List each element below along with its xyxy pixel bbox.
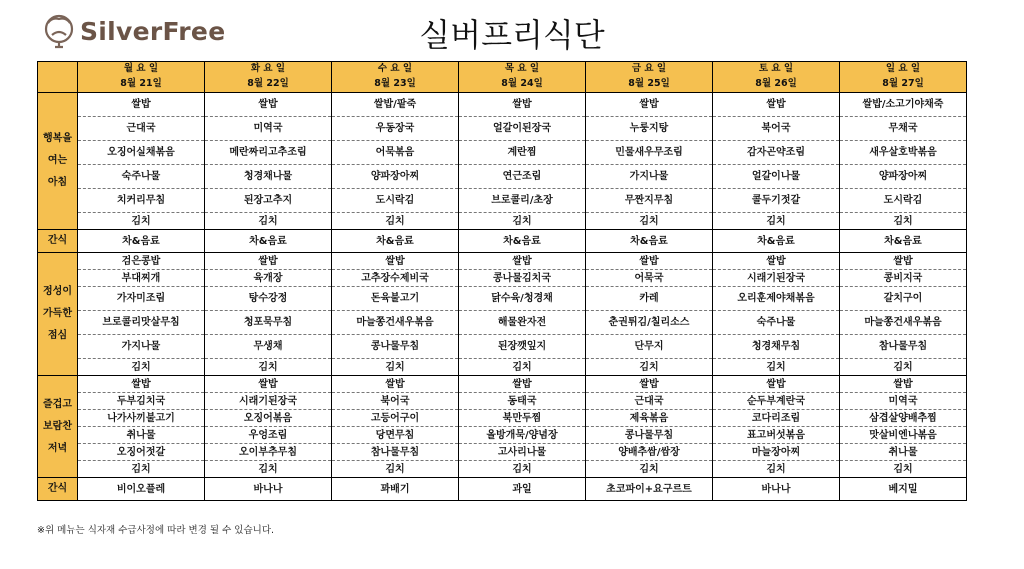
menu-item: 시래기된장국 bbox=[713, 270, 840, 287]
menu-item: 오이부추무침 bbox=[205, 444, 332, 461]
menu-item: 김치 bbox=[78, 461, 205, 478]
menu-row bbox=[38, 376, 967, 393]
menu-item: 카레 bbox=[586, 287, 713, 311]
menu-item: 누룽지탕 bbox=[586, 117, 713, 141]
menu-item: 탕수강정 bbox=[205, 287, 332, 311]
menu-item: 계란찜 bbox=[459, 141, 586, 165]
menu-item: 감자곤약조림 bbox=[713, 141, 840, 165]
menu-item: 된장깻잎지 bbox=[459, 335, 586, 359]
menu-item: 부대찌개 bbox=[78, 270, 205, 287]
menu-item: 김치 bbox=[205, 359, 332, 376]
day-name: 목 요 일 bbox=[459, 62, 586, 78]
menu-item: 김치 bbox=[840, 213, 967, 230]
day-name: 금 요 일 bbox=[586, 62, 713, 78]
menu-item: 콩나물무침 bbox=[586, 427, 713, 444]
menu-item: 취나물 bbox=[840, 444, 967, 461]
menu-row bbox=[38, 427, 967, 444]
day-date: 8월 26일 bbox=[713, 77, 840, 93]
snack-item: 꽈배기 bbox=[332, 478, 459, 501]
menu-item: 얼갈이나물 bbox=[713, 165, 840, 189]
snack1-row bbox=[38, 230, 967, 253]
menu-item: 콩나물김치국 bbox=[459, 270, 586, 287]
day-name: 월 요 일 bbox=[78, 62, 205, 78]
menu-item: 오리훈제야채볶음 bbox=[713, 287, 840, 311]
menu-item: 김치 bbox=[205, 213, 332, 230]
header-row-days bbox=[38, 62, 967, 78]
menu-item: 양배추쌈/쌈장 bbox=[586, 444, 713, 461]
menu-item: 우엉조림 bbox=[205, 427, 332, 444]
menu-item: 어묵볶음 bbox=[332, 141, 459, 165]
menu-item: 청경채무침 bbox=[713, 335, 840, 359]
menu-item: 취나물 bbox=[78, 427, 205, 444]
menu-row bbox=[38, 393, 967, 410]
menu-row bbox=[38, 410, 967, 427]
menu-item: 쌀밥 bbox=[713, 93, 840, 117]
meal-label-line: 보람찬 bbox=[43, 420, 72, 432]
menu-row bbox=[38, 253, 967, 270]
snack-label: 간식 bbox=[38, 478, 78, 501]
menu-row bbox=[38, 117, 967, 141]
snack-item: 바나나 bbox=[205, 478, 332, 501]
menu-item: 브로콜리맛살무침 bbox=[78, 311, 205, 335]
menu-item: 연근조림 bbox=[459, 165, 586, 189]
menu-item: 춘권튀김/칠리소스 bbox=[586, 311, 713, 335]
menu-item: 돈육불고기 bbox=[332, 287, 459, 311]
menu-item: 김치 bbox=[586, 213, 713, 230]
menu-item: 마늘쫑건새우볶음 bbox=[332, 311, 459, 335]
menu-item: 오징어볶음 bbox=[205, 410, 332, 427]
menu-item: 김치 bbox=[459, 213, 586, 230]
menu-item: 청포묵무침 bbox=[205, 311, 332, 335]
menu-row bbox=[38, 270, 967, 287]
menu-item: 김치 bbox=[713, 213, 840, 230]
menu-item: 미역국 bbox=[205, 117, 332, 141]
menu-row bbox=[38, 359, 967, 376]
day-date: 8월 22일 bbox=[205, 77, 332, 93]
menu-item: 쌀밥 bbox=[205, 93, 332, 117]
day-date: 8월 25일 bbox=[586, 77, 713, 93]
menu-item: 청경채나물 bbox=[205, 165, 332, 189]
menu-item: 올방개묵/양념장 bbox=[459, 427, 586, 444]
page-title: 실버프리식단 bbox=[419, 16, 605, 54]
menu-item: 쌀밥 bbox=[840, 376, 967, 393]
menu-item: 쌀밥 bbox=[332, 253, 459, 270]
menu-item: 콩나물무침 bbox=[332, 335, 459, 359]
menu-row bbox=[38, 311, 967, 335]
menu-item: 김치 bbox=[713, 359, 840, 376]
menu-item: 김치 bbox=[332, 213, 459, 230]
brand-name: SilverFree bbox=[80, 16, 226, 46]
menu-row bbox=[38, 335, 967, 359]
footnote: ※위 메뉴는 식자재 수급사정에 따라 변경 될 수 있습니다. bbox=[37, 525, 275, 536]
snack-item: 차&음료 bbox=[332, 230, 459, 253]
menu-item: 당면무침 bbox=[332, 427, 459, 444]
menu-item: 근대국 bbox=[78, 117, 205, 141]
menu-item: 쌀밥 bbox=[78, 93, 205, 117]
menu-item: 쌀밥/팥죽 bbox=[332, 93, 459, 117]
menu-item: 김치 bbox=[586, 359, 713, 376]
menu-item: 쌀밥 bbox=[459, 376, 586, 393]
menu-item: 북어국 bbox=[713, 117, 840, 141]
menu-item: 어묵국 bbox=[586, 270, 713, 287]
menu-item: 미역국 bbox=[840, 393, 967, 410]
menu-item: 콜두기젓갈 bbox=[713, 189, 840, 213]
day-name: 일 요 일 bbox=[840, 62, 967, 78]
snack-item: 차&음료 bbox=[840, 230, 967, 253]
menu-item: 참나물무침 bbox=[840, 335, 967, 359]
menu-item: 쌀밥 bbox=[586, 376, 713, 393]
snack-item: 차&음료 bbox=[205, 230, 332, 253]
header-corner bbox=[38, 62, 78, 93]
menu-item: 나가사끼불고기 bbox=[78, 410, 205, 427]
snack-item: 과일 bbox=[459, 478, 586, 501]
menu-row bbox=[38, 141, 967, 165]
menu-item: 쌀밥 bbox=[713, 376, 840, 393]
day-date: 8월 21일 bbox=[78, 77, 205, 93]
menu-item: 김치 bbox=[459, 461, 586, 478]
menu-item: 우동장국 bbox=[332, 117, 459, 141]
menu-item: 김치 bbox=[78, 213, 205, 230]
menu-item: 숙주나물 bbox=[713, 311, 840, 335]
menu-item: 김치 bbox=[78, 359, 205, 376]
menu-item: 코다리조림 bbox=[713, 410, 840, 427]
menu-item: 맛살비엔나볶음 bbox=[840, 427, 967, 444]
snack-label: 간식 bbox=[38, 230, 78, 253]
menu-item: 오징어젓갈 bbox=[78, 444, 205, 461]
lunch-label bbox=[38, 253, 78, 376]
menu-item: 콩비지국 bbox=[840, 270, 967, 287]
menu-item: 도시락김 bbox=[840, 189, 967, 213]
menu-row bbox=[38, 287, 967, 311]
menu-item: 브로콜리/초장 bbox=[459, 189, 586, 213]
menu-item: 참나물무침 bbox=[332, 444, 459, 461]
header-row-dates bbox=[38, 77, 967, 93]
menu-item: 닭수육/청경채 bbox=[459, 287, 586, 311]
day-date: 8월 23일 bbox=[332, 77, 459, 93]
menu-item: 김치 bbox=[332, 461, 459, 478]
menu-item: 단무지 bbox=[586, 335, 713, 359]
menu-item: 도시락김 bbox=[332, 189, 459, 213]
menu-item: 쌀밥 bbox=[205, 376, 332, 393]
menu-item: 고등어구이 bbox=[332, 410, 459, 427]
meal-label-line: 아침 bbox=[47, 177, 68, 188]
snack-item: 베지밀 bbox=[840, 478, 967, 501]
menu-item: 북어국 bbox=[332, 393, 459, 410]
snack-item: 차&음료 bbox=[586, 230, 713, 253]
day-date: 8월 27일 bbox=[840, 77, 967, 93]
menu-row bbox=[38, 213, 967, 230]
day-name: 토 요 일 bbox=[713, 62, 840, 78]
menu-item: 쌀밥 bbox=[205, 253, 332, 270]
menu-item: 새우살호박볶음 bbox=[840, 141, 967, 165]
menu-item: 쌀밥/소고기야채죽 bbox=[840, 93, 967, 117]
weekly-menu-table bbox=[37, 61, 967, 501]
menu-item: 치커리무침 bbox=[78, 189, 205, 213]
menu-item: 김치 bbox=[713, 461, 840, 478]
menu-item: 김치 bbox=[586, 461, 713, 478]
snack-item: 바나나 bbox=[713, 478, 840, 501]
snack-item: 비이오플레 bbox=[78, 478, 205, 501]
menu-item: 쌀밥 bbox=[586, 93, 713, 117]
menu-item: 시래기된장국 bbox=[205, 393, 332, 410]
menu-item: 표고버섯볶음 bbox=[713, 427, 840, 444]
menu-item: 두부김치국 bbox=[78, 393, 205, 410]
menu-item: 육개장 bbox=[205, 270, 332, 287]
meal-label-line: 정성이 bbox=[43, 286, 72, 297]
meal-label-line: 여는 bbox=[47, 155, 68, 166]
menu-item: 양파장아찌 bbox=[840, 165, 967, 189]
menu-item: 삼겹살양배추찜 bbox=[840, 410, 967, 427]
menu-item: 가자미조림 bbox=[78, 287, 205, 311]
menu-item: 순두부계란국 bbox=[713, 393, 840, 410]
menu-item: 제육볶음 bbox=[586, 410, 713, 427]
menu-item: 북만두찜 bbox=[459, 410, 586, 427]
menu-item: 마늘장아찌 bbox=[713, 444, 840, 461]
meal-label-line: 즐겁고 bbox=[43, 398, 72, 410]
meal-label-line: 저녁 bbox=[47, 442, 68, 454]
menu-item: 김치 bbox=[840, 461, 967, 478]
menu-item: 쌀밥 bbox=[586, 253, 713, 270]
menu-item: 마늘쫑건새우볶음 bbox=[840, 311, 967, 335]
snack2-row bbox=[38, 478, 967, 501]
menu-item: 고추장수제비국 bbox=[332, 270, 459, 287]
menu-item: 고사리나물 bbox=[459, 444, 586, 461]
menu-row bbox=[38, 165, 967, 189]
menu-item: 숙주나물 bbox=[78, 165, 205, 189]
meal-label-line: 가득한 bbox=[43, 308, 72, 319]
menu-item: 가지나물 bbox=[586, 165, 713, 189]
menu-item: 해물완자전 bbox=[459, 311, 586, 335]
snack-item: 차&음료 bbox=[713, 230, 840, 253]
menu-item: 오징어실채볶음 bbox=[78, 141, 205, 165]
menu-item: 김치 bbox=[840, 359, 967, 376]
meal-label-line: 점심 bbox=[47, 330, 68, 341]
menu-item: 동태국 bbox=[459, 393, 586, 410]
day-date: 8월 24일 bbox=[459, 77, 586, 93]
snack-item: 차&음료 bbox=[78, 230, 205, 253]
menu-item: 쌀밥 bbox=[78, 376, 205, 393]
menu-item: 쌀밥 bbox=[459, 253, 586, 270]
dinner-label bbox=[38, 376, 78, 478]
menu-row bbox=[38, 444, 967, 461]
meal-label-line: 행복을 bbox=[43, 133, 72, 144]
menu-item: 가지나물 bbox=[78, 335, 205, 359]
menu-row bbox=[38, 93, 967, 117]
menu-item: 메란짜리고추조림 bbox=[205, 141, 332, 165]
menu-item: 된장고추지 bbox=[205, 189, 332, 213]
menu-item: 얼갈이된장국 bbox=[459, 117, 586, 141]
menu-item: 무짠지무침 bbox=[586, 189, 713, 213]
menu-item: 김치 bbox=[332, 359, 459, 376]
menu-item: 양파장아찌 bbox=[332, 165, 459, 189]
day-name: 화 요 일 bbox=[205, 62, 332, 78]
menu-item: 근대국 bbox=[586, 393, 713, 410]
snack-item: 초코파이+요구르트 bbox=[586, 478, 713, 501]
menu-row bbox=[38, 189, 967, 213]
menu-item: 무생채 bbox=[205, 335, 332, 359]
menu-item: 쌀밥 bbox=[840, 253, 967, 270]
menu-item: 갈치구이 bbox=[840, 287, 967, 311]
menu-item: 쌀밥 bbox=[459, 93, 586, 117]
menu-row bbox=[38, 461, 967, 478]
menu-item: 쌀밥 bbox=[332, 376, 459, 393]
menu-item: 검은콩밥 bbox=[78, 253, 205, 270]
breakfast-label bbox=[38, 93, 78, 230]
menu-item: 김치 bbox=[205, 461, 332, 478]
snack-item: 차&음료 bbox=[459, 230, 586, 253]
menu-item: 무채국 bbox=[840, 117, 967, 141]
menu-item: 민물새우무조림 bbox=[586, 141, 713, 165]
day-name: 수 요 일 bbox=[332, 62, 459, 78]
menu-item: 김치 bbox=[459, 359, 586, 376]
menu-item: 쌀밥 bbox=[713, 253, 840, 270]
